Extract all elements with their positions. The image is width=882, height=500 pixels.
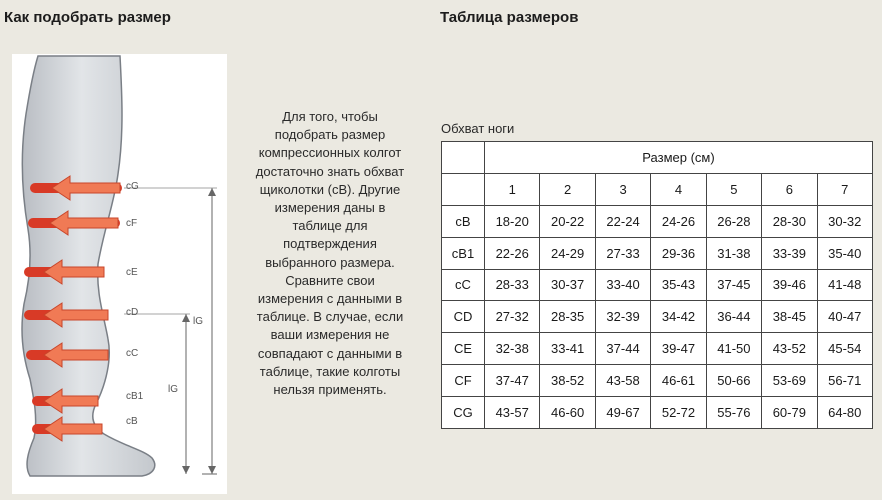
table-header-row — [442, 142, 873, 174]
size-header-cell: Размер (см) — [485, 142, 873, 174]
range-cell: 35-43 — [651, 269, 706, 301]
range-cell: 43-52 — [762, 333, 817, 365]
table-row — [442, 269, 873, 301]
range-cell: 60-79 — [762, 397, 817, 429]
range-cell: 46-61 — [651, 365, 706, 397]
range-cell: 53-69 — [762, 365, 817, 397]
size-number-cell: 2 — [540, 173, 595, 205]
range-cell: 30-32 — [817, 205, 872, 237]
instruction-line: измерения с данными в — [257, 291, 403, 307]
label-cB1: cB1 — [126, 391, 144, 402]
range-cell: 22-24 — [595, 205, 650, 237]
label-cF: cF — [126, 218, 138, 229]
range-cell: 30-37 — [540, 269, 595, 301]
label-cD: cD — [126, 307, 139, 318]
table-corner-cell — [442, 142, 485, 174]
row-label-cell: CD — [442, 301, 485, 333]
range-cell: 32-39 — [595, 301, 650, 333]
instruction-line: Для того, чтобы — [282, 109, 378, 124]
range-cell: 38-52 — [540, 365, 595, 397]
range-cell: 37-47 — [485, 365, 540, 397]
range-cell: 45-54 — [817, 333, 872, 365]
range-cell: 46-60 — [540, 397, 595, 429]
instruction-line: Сравните свои — [285, 272, 375, 288]
table-row — [442, 237, 873, 269]
range-cell: 41-48 — [817, 269, 872, 301]
range-cell: 40-47 — [817, 301, 872, 333]
instruction-line: щиколотки (сВ). Другие — [259, 181, 401, 197]
range-cell: 56-71 — [817, 365, 872, 397]
range-cell: 38-45 — [762, 301, 817, 333]
label-cE: cE — [126, 267, 138, 278]
size-number-cell: 4 — [651, 173, 706, 205]
range-cell: 22-26 — [485, 237, 540, 269]
range-cell: 50-66 — [706, 365, 761, 397]
size-number-cell: 6 — [762, 173, 817, 205]
range-cell: 24-29 — [540, 237, 595, 269]
instruction-line: ваши измерения не — [270, 327, 390, 343]
table-row — [442, 365, 873, 397]
label-lG-left: lG — [168, 384, 178, 395]
size-number-cell: 3 — [595, 173, 650, 205]
range-cell: 37-45 — [706, 269, 761, 301]
range-cell: 28-35 — [540, 301, 595, 333]
range-cell: 49-67 — [595, 397, 650, 429]
label-lG-right: lG — [193, 316, 203, 327]
range-cell: 20-22 — [540, 205, 595, 237]
size-number-cell: 7 — [817, 173, 872, 205]
how-to-choose-size-title: Как подобрать размер — [4, 9, 171, 26]
table-corner-cell-2 — [442, 173, 485, 205]
row-label-cell: cB — [442, 205, 485, 237]
row-label-cell: cC — [442, 269, 485, 301]
range-cell: 39-47 — [651, 333, 706, 365]
range-cell: 27-32 — [485, 301, 540, 333]
range-cell: 31-38 — [706, 237, 761, 269]
range-cell: 55-76 — [706, 397, 761, 429]
range-cell: 36-44 — [706, 301, 761, 333]
instruction-line: измерения даны в — [274, 200, 386, 216]
instruction-line: совпадают с данными в — [257, 345, 403, 361]
label-cG: cG — [126, 181, 139, 192]
range-cell: 34-42 — [651, 301, 706, 333]
range-cell: 39-46 — [762, 269, 817, 301]
size-number-cell: 1 — [485, 173, 540, 205]
range-cell: 24-26 — [651, 205, 706, 237]
range-cell: 33-41 — [540, 333, 595, 365]
range-cell: 28-30 — [762, 205, 817, 237]
label-cB: cB — [126, 416, 138, 427]
table-row — [442, 333, 873, 365]
range-cell: 29-36 — [651, 237, 706, 269]
size-instructions — [230, 108, 430, 399]
range-cell: 37-44 — [595, 333, 650, 365]
table-row — [442, 397, 873, 429]
instruction-line: таблице для — [292, 218, 368, 234]
instruction-line: подтверждения — [283, 236, 377, 252]
range-cell: 43-57 — [485, 397, 540, 429]
instruction-line: выбранного размера. — [265, 254, 395, 270]
leg-silhouette — [22, 56, 155, 476]
range-cell: 41-50 — [706, 333, 761, 365]
size-table-title: Таблица размеров — [440, 9, 579, 26]
row-label-cell: CF — [442, 365, 485, 397]
instruction-line: таблице, такие колготы — [259, 363, 401, 379]
range-cell: 18-20 — [485, 205, 540, 237]
instruction-line: таблице. В случае, если — [256, 309, 404, 325]
table-caption: Обхват ноги — [441, 121, 515, 136]
range-cell: 32-38 — [485, 333, 540, 365]
range-cell: 26-28 — [706, 205, 761, 237]
instruction-line: подобрать размер — [274, 127, 386, 143]
range-cell: 33-39 — [762, 237, 817, 269]
size-table — [441, 141, 873, 429]
size-number-cell: 5 — [706, 173, 761, 205]
leg-illustration — [12, 54, 227, 494]
range-cell: 27-33 — [595, 237, 650, 269]
table-row — [442, 301, 873, 333]
row-label-cell: cB1 — [442, 237, 485, 269]
leg-measurement-diagram — [12, 54, 227, 494]
table-sizes-row — [442, 173, 873, 205]
range-cell: 43-58 — [595, 365, 650, 397]
range-cell: 52-72 — [651, 397, 706, 429]
instruction-line: достаточно знать обхват — [255, 163, 405, 179]
row-label-cell: CG — [442, 397, 485, 429]
label-cC: cC — [126, 348, 139, 359]
instruction-line: компрессионных колгот — [258, 145, 402, 161]
table-row — [442, 205, 873, 237]
range-cell: 64-80 — [817, 397, 872, 429]
range-cell: 28-33 — [485, 269, 540, 301]
instruction-line: нельзя применять. — [273, 382, 387, 398]
range-cell: 35-40 — [817, 237, 872, 269]
range-cell: 33-40 — [595, 269, 650, 301]
row-label-cell: CE — [442, 333, 485, 365]
